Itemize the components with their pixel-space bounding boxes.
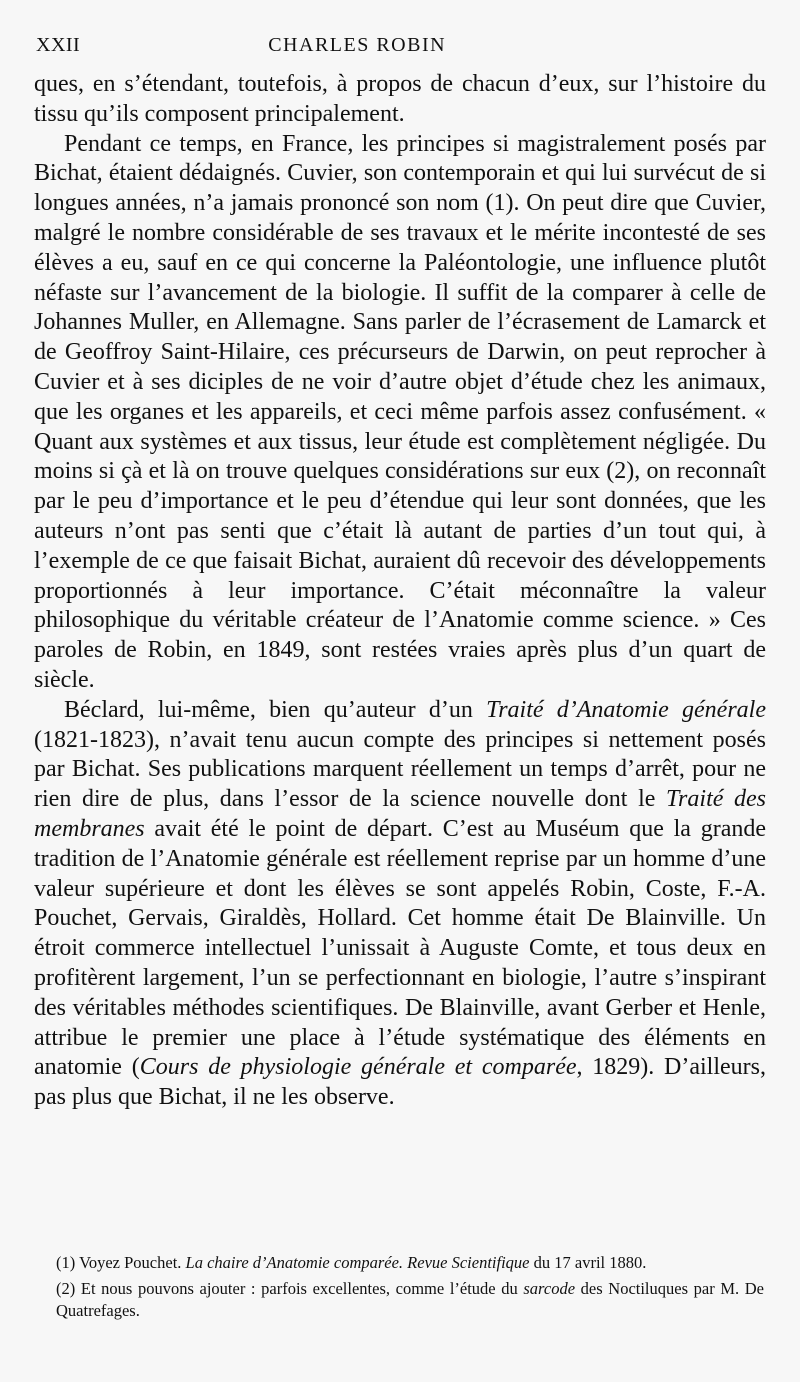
paragraph — [34, 696, 766, 1113]
paragraph-text: avait été le point de départ. C’est au Muséum que la grande tradition de l’Anatomie générale est réellement reprise par un homme d’une valeur supérieure et dont les élèves se sont appelés Robin, Coste, F.-A. Pouchet, Gervais, Giraldès, Hollard. Cet homme était De Blainville. Un étroit commerce intellectuel l’unissait à Auguste Comte, et tous deux en profitèrent largement, l’un se perfectionnant en biologie, l’autre s’inspirant des véritables méthodes scientifiques. De Blainville, avant Gerber et Henle, attribue le premier une place à l’étude systématique des éléments en anatomie ( — [34, 815, 766, 1081]
footnote — [56, 1252, 764, 1274]
book-title: Traité d’Anatomie générale — [486, 696, 766, 723]
footnotes — [56, 1252, 764, 1326]
paragraph-text: Béclard, lui-même, bien qu’auteur d’un — [64, 696, 487, 723]
running-title: CHARLES ROBIN — [268, 33, 447, 56]
paragraph-text: (1821-1823), n’avait tenu aucun compte des principes si nettement posés par Bichat. Ses publications marquent réellement un temps d’arrêt, pour ne rien dire de plus, dans l’essor de la science nouvelle dont le — [34, 726, 766, 813]
page-header — [36, 30, 516, 60]
page-number: XXII — [36, 33, 81, 56]
footnote-term: sarcode — [523, 1279, 576, 1298]
footnote-title: La chaire d’Anatomie comparée. Revue Scientifique — [185, 1253, 530, 1272]
book-title: Traité des membranes — [34, 786, 767, 842]
paragraph: Pendant ce temps, en France, les principes si magistralement posés par Bichat, étaient dédaignés. Cuvier, son contemporain et qui lui survécut de si longues années, n’a jamais prononcé son nom (1). On peut dire que Cuvier, malgré le nombre considérable de ses travaux et le mérite incontesté de ses élèves a eu, sauf en ce qui concerne la Paléontologie, une influence plutôt néfaste sur l’avancement de la biologie. Il suffit de la comparer à celle de Johannes Muller, en Allemagne. Sans parler de l’écrasement de Lamarck et de Geoffroy Saint-Hilaire, ces précurseurs de Darwin, on peut reprocher à Cuvier et à ses diciples de ne voir d’autre objet d’étude chez les animaux, que les organes et les appareils, et ceci même parfois assez confusément. « Quant aux systèmes et aux tissus, leur étude est complètement négligée. Du moins si çà et là on trouve quelques considérations sur eux (2), on reconnaît par le peu d’importance et le peu d’étendue qui leur sont données, que les auteurs n’ont pas senti que c’était là autant de parties d’un tout qui, à l’exemple de ce que faisait Bichat, auraient dû recevoir des développements proportionnés à leur importance. C’était méconnaître la valeur philosophique du véritable créateur de l’Anatomie comme science. » Ces paroles de Robin, en 1849, sont restées vraies après plus d’un quart de siècle. — [34, 130, 766, 693]
footnote-text: (1) Voyez Pouchet. — [56, 1253, 186, 1272]
footnote-text: des Noctiluques par M. De Quatrefages. — [56, 1279, 764, 1320]
paragraph-text: , 1829). D’ailleurs, pas plus que Bichat, il ne les observe. — [34, 1054, 766, 1111]
paragraph: ques, en s’étendant, toutefois, à propos de chacun d’eux, sur l’histoire du tissu qu’ils composent principalement. — [34, 71, 766, 127]
book-title: Cours de physiologie générale et comparée — [139, 1054, 577, 1081]
footnote-text: (2) Et nous pouvons ajouter : parfois excellentes, comme l’étude du — [56, 1279, 524, 1298]
footnote-text: du 17 avril 1880. — [529, 1253, 647, 1272]
main-text — [34, 70, 766, 1113]
footnote — [56, 1278, 764, 1322]
